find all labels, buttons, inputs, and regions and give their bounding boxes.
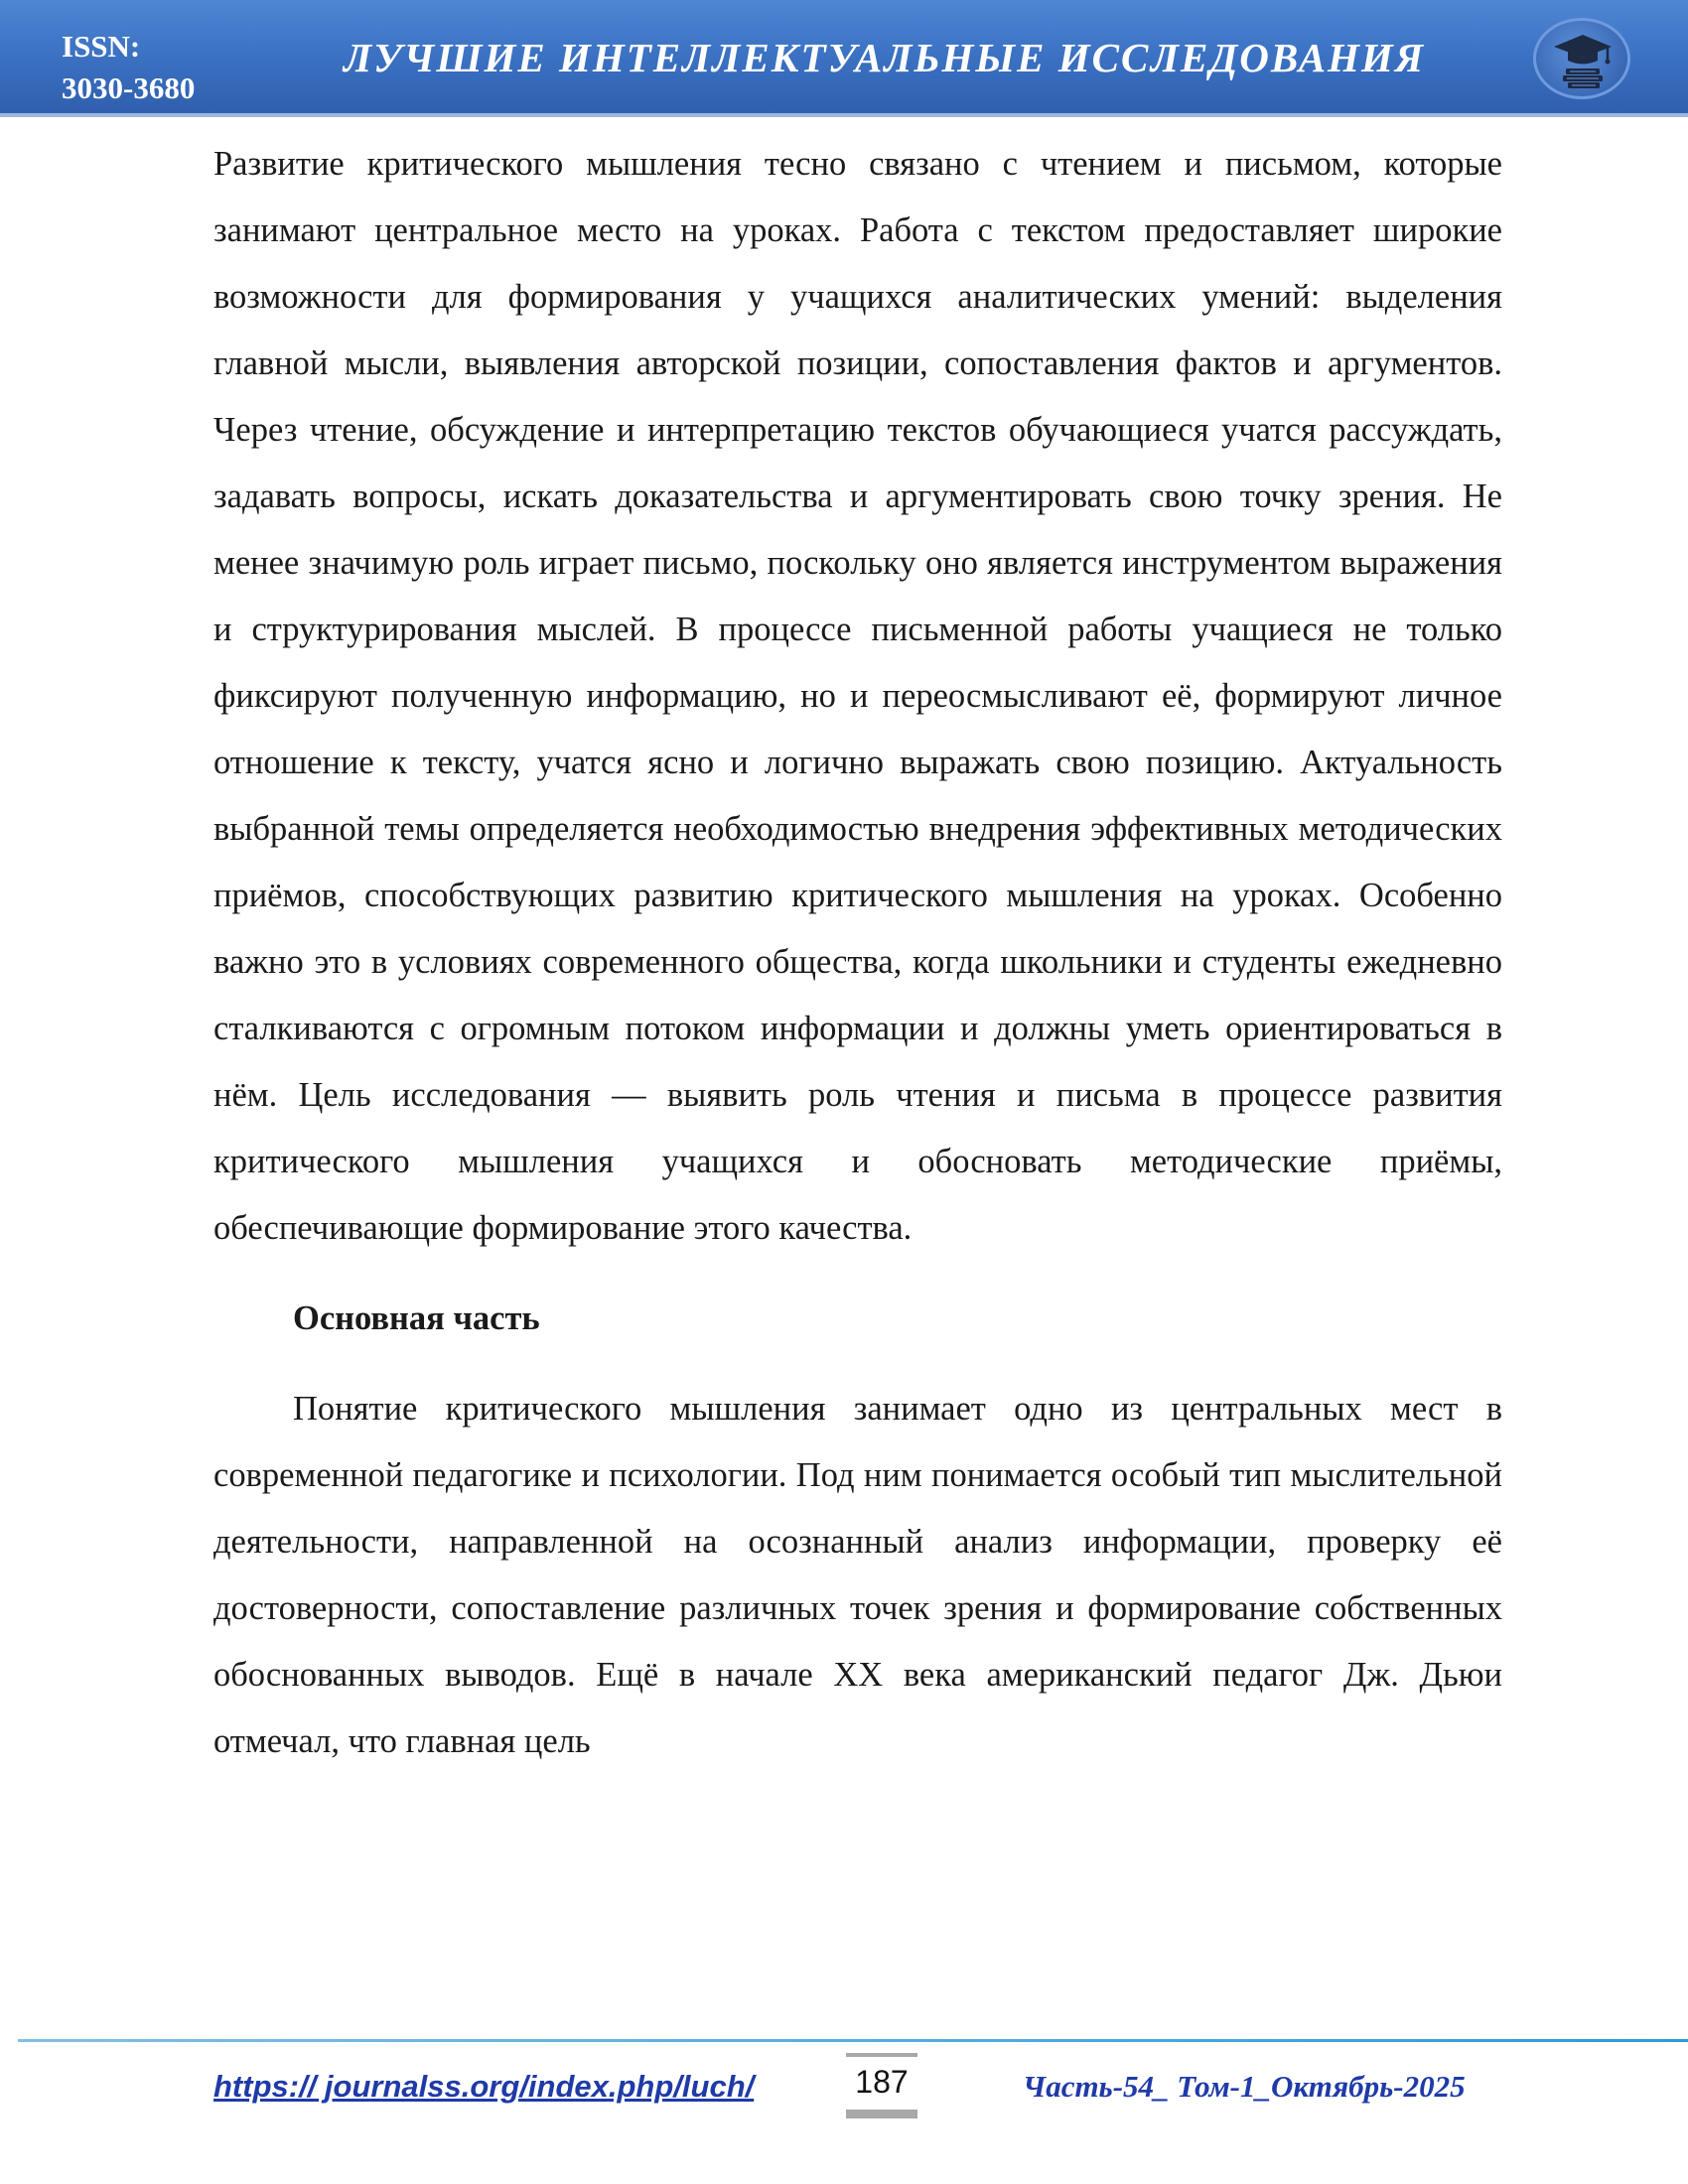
issue-info: Часть-54_ Том-1_Октябрь-2025 <box>1023 2069 1466 2104</box>
article-body <box>213 131 1502 1775</box>
intro-paragraph: Развитие критического мышления тесно связано с чтением и письмом, которые занимают центральное место на уроках. Работа с текстом предоставляет широкие возможности для формирования у учащихся аналитических умений: выделения главной мысли, выявления авторской позиции, сопоставления фактов и аргументов. Через чтение, обсуждение и интерпретацию текстов обучающиеся учатся рассуждать, задавать вопросы, искать доказательства и аргументировать свою точку зрения. Не менее значимую роль играет письмо, поскольку оно является инструментом выражения и структурирования мыслей. В процессе письменной работы учащиеся не только фиксируют полученную информацию, но и переосмысливают её, формируют личное отношение к тексту, учатся ясно и логично выражать свою позицию. Актуальность выбранной темы определяется необходимостью внедрения эффективных методических приёмов, способствующих развитию критического мышления на уроках. Особенно важно это в условиях современного общества, когда школьники и студенты ежедневно сталкиваются с огромным потоком информации и должны уметь ориентироваться в нём. Цель исследования — выявить роль чтения и письма в процессе развития критического мышления учащихся и обосновать методические приёмы, обеспечивающие формирование этого качества. <box>213 145 1502 1247</box>
page-number-box <box>846 2053 917 2118</box>
page-number: 187 <box>855 2064 909 2100</box>
footer-divider <box>18 2039 1688 2042</box>
issn-line1: ISSN: <box>62 29 141 64</box>
issn-number: 3030-3680 <box>62 70 196 105</box>
journal-title: ЛУЧШИЕ ИНТЕЛЛЕКТУАЛЬНЫЕ ИССЛЕДОВАНИЯ <box>344 35 1426 80</box>
main-paragraph: Понятие критического мышления занимает одно из центральных мест в современной педагогике и психологии. Под ним понимается особый тип мыслительной деятельности, направленной на осознанный анализ информации, проверку её достоверности, сопоставление различных точек зрения и формирование собственных обоснованных выводов. Ещё в начале XX века американский педагог Дж. Дьюи отмечал, что главная цель <box>213 1390 1502 1760</box>
graduation-cap-books-icon <box>1533 18 1630 99</box>
graduation-cap-books-icon-graphic <box>1550 31 1616 90</box>
journal-url-link[interactable]: https:// journalss.org/index.php/luch/ <box>213 2069 755 2104</box>
journal-header-banner <box>0 0 1688 117</box>
issn-label <box>62 26 195 109</box>
section-heading: Основная часть <box>293 1299 540 1337</box>
